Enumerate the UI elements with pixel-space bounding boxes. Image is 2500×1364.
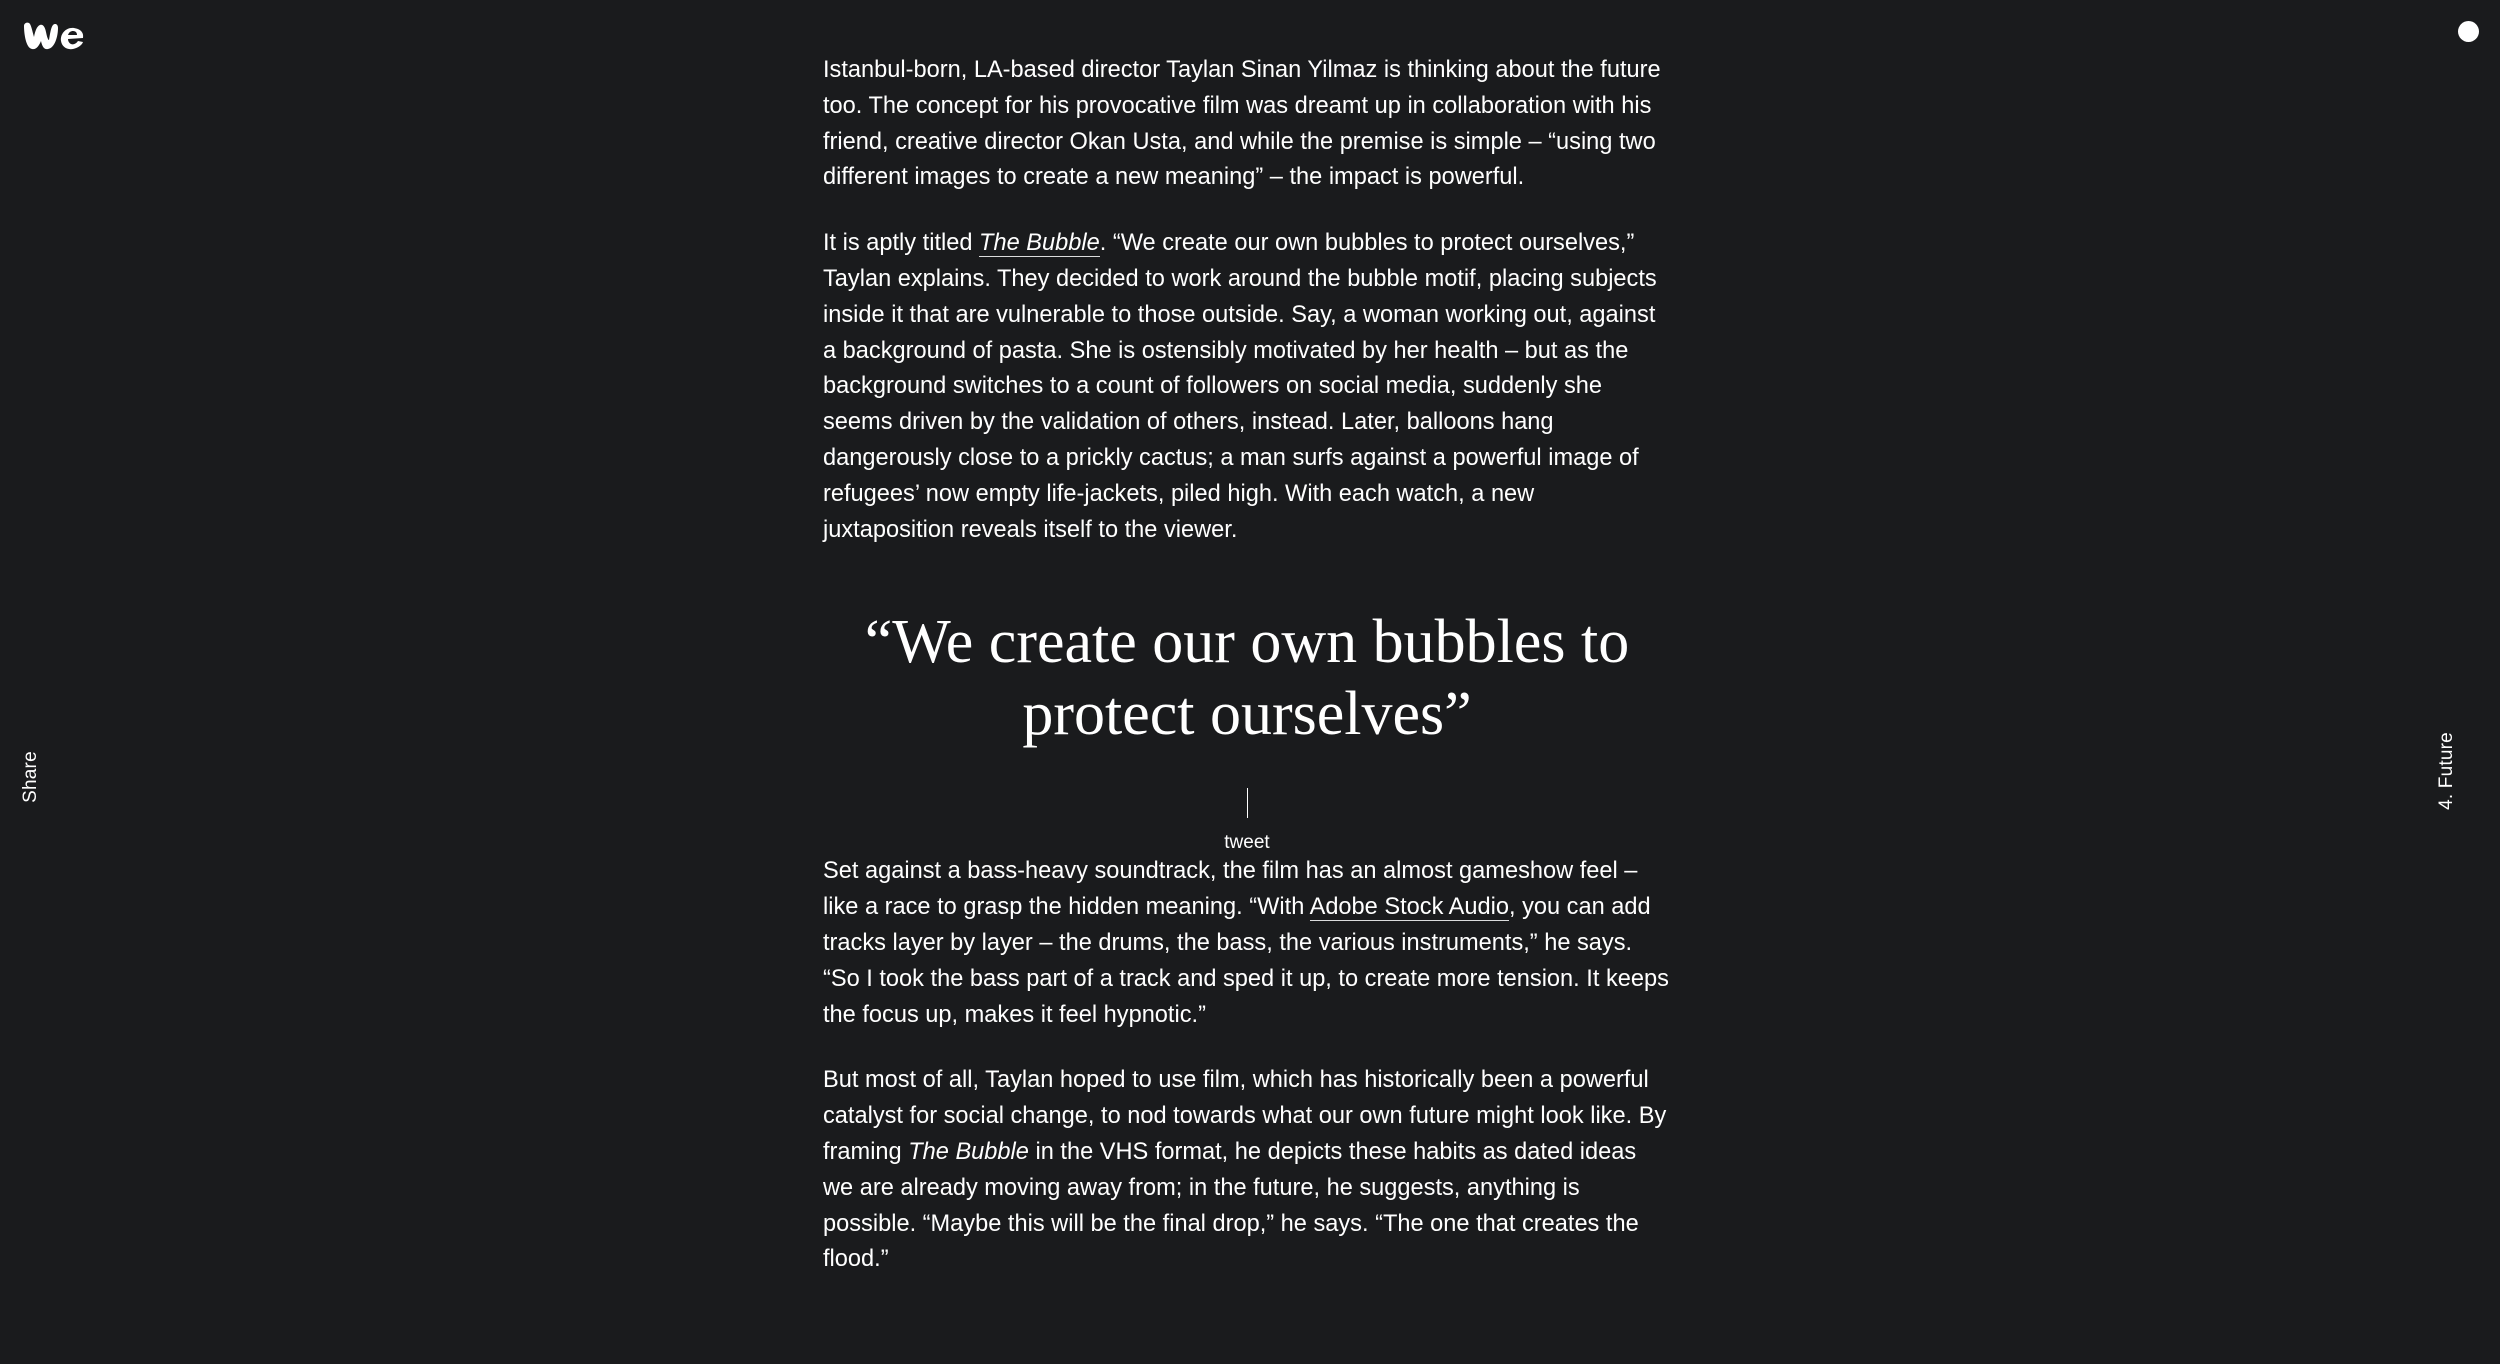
paragraph-3-text-a: Set against a bass-heavy soundtrack, the film has an almost gameshow feel – like a race to grasp the hidden meaning. “With (823, 858, 1638, 921)
paragraph-4-text-b: in the VHS format, he depicts these habits as dated ideas we are already moving away from; in the future, he suggests, anything is possible. “Maybe this will be the final drop,” he says. “The one that creates the flood.” (823, 1138, 1639, 1273)
share-link[interactable]: Share (20, 751, 41, 803)
pull-quote (823, 606, 1671, 854)
article-body (823, 53, 1671, 1308)
paragraph-1: Istanbul-born, LA-based director Taylan Sinan Yilmaz is thinking about the future too. The concept for his provocative film was dreamt up in collaboration with his friend, creative director Okan Usta, and while the premise is simple – “using two different images to create a new meaning” – the impact is powerful. (823, 57, 1661, 191)
chapter-link-future[interactable]: 4. Future (2436, 732, 2457, 810)
we-logo-icon (22, 20, 86, 52)
we-logo[interactable] (22, 20, 86, 52)
paragraph-2-text-a: It is aptly titled (823, 230, 980, 257)
paragraph-2-text-b: . “We create our own bubbles to protect ourselves,” Taylan explains. They decided to work around the bubble motif, placing subjects inside it that are vulnerable to those outside. Say, a woman working out, against a background of pasta. She is ostensibly motivated by her health – but as the background switches to a count of followers on social media, suddenly she seems driven by the validation of others, instead. Later, balloons hang dangerously close to a prickly cactus; a man surfs against a powerful image of refugees’ now empty life-jackets, piled high. With each watch, a new juxtaposition reveals itself to the viewer. (823, 230, 1657, 543)
paragraph-2 (823, 226, 1671, 548)
adobe-stock-audio-link[interactable]: Adobe Stock Audio (1309, 894, 1509, 921)
the-bubble-link[interactable] (979, 230, 1100, 257)
the-bubble-link-label: The Bubble (979, 230, 1100, 257)
the-bubble-title: The Bubble (908, 1138, 1029, 1165)
tweet-button[interactable]: tweet (1224, 832, 1270, 854)
paragraph-4-text-a: But most of all, Taylan hoped to use film, which has historically been a powerful catalyst for social change, to nod towards what our own future might look like. By framing (823, 1067, 1667, 1165)
menu-dot-icon[interactable] (2458, 21, 2479, 42)
quote-divider (1247, 788, 1248, 818)
paragraph-3-text-b: , you can add tracks layer by layer – the drums, the bass, the various instruments,” he says. “So I took the bass part of a track and sped it up, to create more tension. It keeps the focus up, makes it feel hypnotic.” (823, 894, 1669, 1028)
paragraph-4 (823, 1063, 1671, 1278)
pull-quote-text: “We create our own bubbles to protect ourselves” (864, 608, 1630, 749)
paragraph-3 (823, 854, 1671, 1033)
